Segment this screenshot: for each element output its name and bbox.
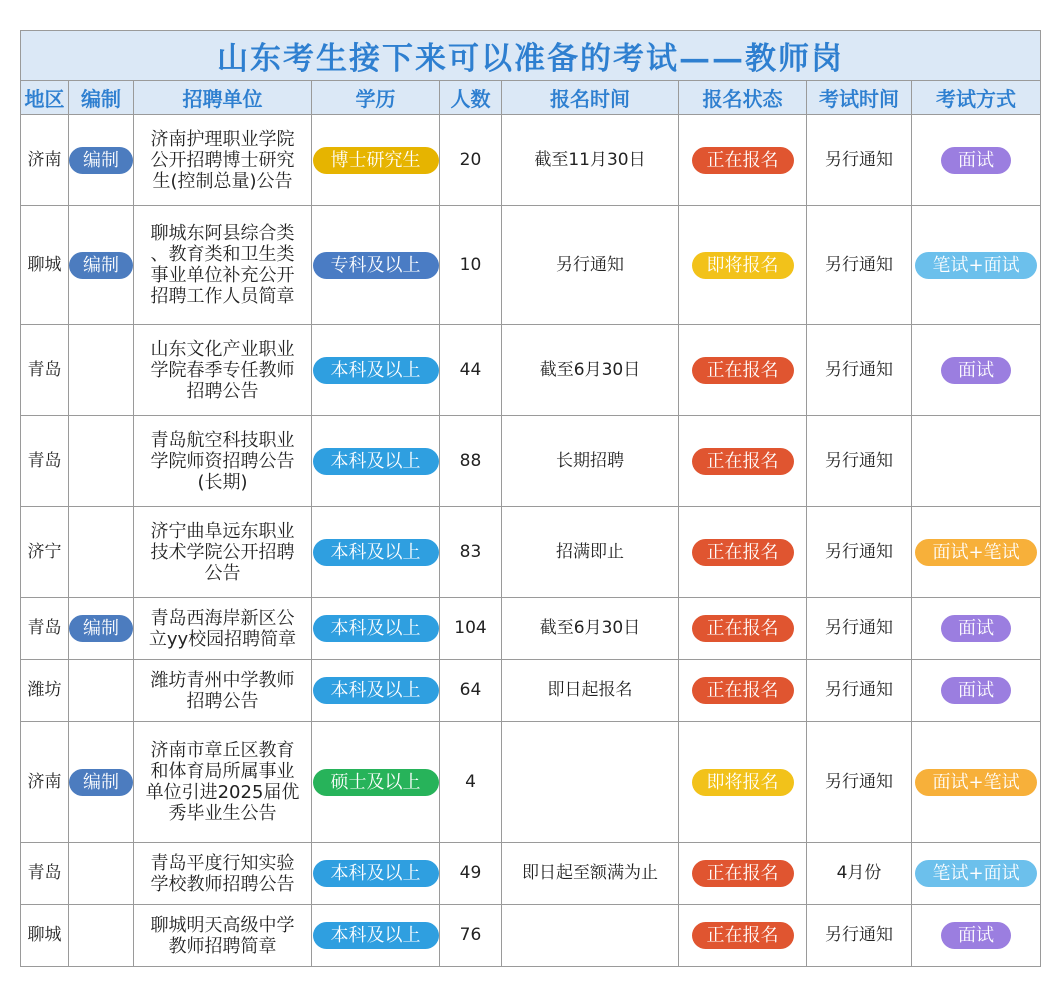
count-cell [440, 115, 502, 206]
unit-line: 立yy校园招聘简章 [148, 628, 297, 650]
exam-method-badge: 面试 [941, 147, 1011, 174]
unit-line: 山东文化产业职业 [150, 338, 295, 360]
bianzhi-cell [69, 206, 134, 325]
count-value: 88 [459, 450, 482, 471]
exam-method-cell [912, 325, 1041, 416]
status-badge: 正在报名 [692, 448, 794, 475]
education-cell [312, 507, 440, 598]
region-label: 济南 [27, 149, 62, 170]
registration-status-cell [679, 905, 807, 967]
region-label: 聊城 [27, 925, 62, 945]
region-cell [21, 843, 69, 905]
status-badge: 正在报名 [692, 615, 794, 642]
bianzhi-cell [69, 905, 134, 967]
exam-time-cell [807, 598, 912, 660]
exam-time-value: 4月份 [836, 863, 882, 883]
exam-time-value: 另行通知 [825, 149, 893, 170]
header-education: 学历 [312, 81, 440, 115]
registration-time-value: 即日起报名 [547, 680, 633, 700]
unit-line: 聊城东阿县综合类 [150, 223, 295, 244]
unit-line: 招聘工作人员简章 [150, 286, 295, 307]
exam-method-cell [912, 206, 1041, 325]
region-cell [21, 660, 69, 722]
education-cell [312, 843, 440, 905]
unit-cell [134, 843, 312, 905]
education-cell [312, 905, 440, 967]
count-value: 44 [459, 359, 482, 380]
count-cell [440, 206, 502, 325]
count-cell [440, 598, 502, 660]
region-cell [21, 507, 69, 598]
registration-time-value: 即日起至额满为止 [522, 863, 658, 883]
registration-status-cell [679, 722, 807, 843]
registration-time-value: 长期招聘 [556, 450, 624, 471]
exam-method-badge: 面试 [941, 677, 1011, 704]
region-label: 青岛 [27, 863, 62, 883]
unit-line: 青岛航空科技职业 [150, 429, 295, 451]
status-badge: 正在报名 [692, 860, 794, 887]
exam-method-badge: 笔试+面试 [915, 252, 1037, 279]
region-cell [21, 206, 69, 325]
count-value: 64 [459, 680, 482, 700]
unit-cell [134, 598, 312, 660]
education-badge: 硕士及以上 [313, 769, 439, 796]
exam-method-badge: 面试 [941, 615, 1011, 642]
exam-time-value: 另行通知 [825, 359, 893, 380]
exam-time-value: 另行通知 [825, 680, 893, 700]
table-row [21, 325, 1041, 416]
exam-method-cell [912, 598, 1041, 660]
unit-line: 青岛平度行知实验 [150, 852, 295, 874]
region-cell [21, 325, 69, 416]
table-row [21, 843, 1041, 905]
unit-line: 学校教师招聘公告 [150, 873, 295, 895]
exam-time-cell [807, 905, 912, 967]
registration-time-cell [502, 598, 679, 660]
table-row [21, 416, 1041, 507]
unit-cell [134, 507, 312, 598]
exam-time-cell [807, 206, 912, 325]
exam-time-cell [807, 115, 912, 206]
status-badge: 正在报名 [692, 357, 794, 384]
exam-method-cell [912, 660, 1041, 722]
exam-method-cell [912, 905, 1041, 967]
count-value: 83 [459, 541, 482, 562]
count-cell [440, 722, 502, 843]
count-cell [440, 416, 502, 507]
bianzhi-badge: 编制 [69, 769, 133, 796]
region-label: 聊城 [27, 254, 62, 275]
registration-status-cell [679, 206, 807, 325]
unit-cell [134, 722, 312, 843]
bianzhi-cell [69, 660, 134, 722]
registration-time-cell [502, 325, 679, 416]
education-cell [312, 598, 440, 660]
education-cell [312, 660, 440, 722]
exam-time-cell [807, 416, 912, 507]
count-cell [440, 325, 502, 416]
registration-time-cell [502, 660, 679, 722]
exam-method-cell [912, 115, 1041, 206]
education-badge: 博士研究生 [313, 147, 439, 174]
header-exam-method: 考试方式 [912, 81, 1041, 115]
education-badge: 本科及以上 [313, 539, 439, 566]
registration-time-value: 截至6月30日 [539, 359, 641, 380]
exam-method-badge: 面试 [941, 922, 1011, 949]
region-cell [21, 416, 69, 507]
unit-line: 济南护理职业学院 [150, 128, 295, 150]
header-row [21, 81, 1041, 115]
header-registration-status: 报名状态 [679, 81, 807, 115]
region-cell [21, 905, 69, 967]
region-cell [21, 722, 69, 843]
header-exam-time: 考试时间 [807, 81, 912, 115]
table-row [21, 598, 1041, 660]
region-cell [21, 598, 69, 660]
count-cell [440, 843, 502, 905]
exam-time-cell [807, 722, 912, 843]
unit-line: (长期) [197, 471, 248, 493]
unit-line: 青岛西海岸新区公 [150, 607, 295, 629]
exam-time-value: 另行通知 [825, 450, 893, 471]
registration-time-cell [502, 115, 679, 206]
status-badge: 正在报名 [692, 147, 794, 174]
registration-time-value: 截至6月30日 [539, 618, 641, 638]
count-cell [440, 905, 502, 967]
unit-line: 教师招聘简章 [168, 935, 277, 957]
unit-cell [134, 660, 312, 722]
bianzhi-cell [69, 416, 134, 507]
unit-cell [134, 115, 312, 206]
unit-line: 秀毕业生公告 [168, 803, 277, 824]
status-badge: 即将报名 [692, 252, 794, 279]
unit-cell [134, 325, 312, 416]
count-value: 20 [459, 149, 482, 170]
table-row [21, 905, 1041, 967]
unit-line: 济宁曲阜远东职业 [150, 520, 295, 542]
registration-time-cell [502, 843, 679, 905]
table-row [21, 660, 1041, 722]
unit-line: 公开招聘博士研究 [150, 149, 295, 171]
bianzhi-cell [69, 722, 134, 843]
unit-line: 单位引进2025届优 [145, 782, 300, 803]
region-label: 青岛 [27, 359, 62, 380]
unit-line: 和体育局所属事业 [150, 761, 295, 782]
count-value: 4 [465, 771, 476, 792]
region-label: 潍坊 [27, 680, 62, 700]
bianzhi-cell [69, 843, 134, 905]
unit-line: 招聘公告 [186, 690, 259, 712]
unit-line: 生(控制总量)公告 [152, 170, 293, 192]
unit-line: 济南市章丘区教育 [150, 740, 295, 761]
table-row [21, 722, 1041, 843]
table-body [21, 115, 1041, 967]
status-badge: 正在报名 [692, 922, 794, 949]
status-badge: 正在报名 [692, 677, 794, 704]
bianzhi-cell [69, 507, 134, 598]
count-cell [440, 507, 502, 598]
header-bianzhi: 编制 [69, 81, 134, 115]
header-count: 人数 [440, 81, 502, 115]
exam-method-cell [912, 843, 1041, 905]
unit-line: 聊城明天高级中学 [150, 914, 295, 936]
exam-time-value: 另行通知 [825, 618, 893, 638]
registration-time-cell [502, 722, 679, 843]
registration-status-cell [679, 325, 807, 416]
table-row [21, 115, 1041, 206]
exam-time-value: 另行通知 [825, 254, 893, 275]
exam-method-badge: 面试+笔试 [915, 769, 1037, 796]
registration-time-value: 另行通知 [556, 254, 624, 275]
education-cell [312, 206, 440, 325]
bianzhi-cell [69, 325, 134, 416]
region-label: 济南 [27, 771, 62, 792]
bianzhi-cell [69, 115, 134, 206]
registration-status-cell [679, 416, 807, 507]
registration-time-cell [502, 206, 679, 325]
registration-time-cell [502, 416, 679, 507]
registration-time-value: 截至11月30日 [534, 149, 646, 170]
education-badge: 专科及以上 [313, 252, 439, 279]
registration-status-cell [679, 598, 807, 660]
education-cell [312, 325, 440, 416]
count-cell [440, 660, 502, 722]
page-title: 山东考生接下来可以准备的考试——教师岗 [21, 31, 1041, 81]
registration-time-cell [502, 905, 679, 967]
region-label: 济宁 [27, 541, 62, 562]
unit-line: 公告 [204, 562, 241, 584]
bianzhi-badge: 编制 [69, 147, 133, 174]
count-value: 49 [459, 863, 482, 883]
exam-method-cell [912, 416, 1041, 507]
bianzhi-badge: 编制 [69, 615, 133, 642]
unit-line: 、教育类和卫生类 [150, 244, 295, 265]
education-badge: 本科及以上 [313, 860, 439, 887]
unit-cell [134, 206, 312, 325]
unit-line: 技术学院公开招聘 [150, 541, 295, 563]
education-badge: 本科及以上 [313, 448, 439, 475]
registration-status-cell [679, 507, 807, 598]
registration-status-cell [679, 660, 807, 722]
region-cell [21, 115, 69, 206]
exam-time-value: 另行通知 [825, 771, 893, 792]
exam-time-cell [807, 507, 912, 598]
exam-method-cell [912, 722, 1041, 843]
registration-time-value: 招满即止 [556, 541, 624, 562]
region-label: 青岛 [27, 450, 62, 471]
registration-time-cell [502, 507, 679, 598]
recruitment-table-wrapper [20, 30, 1040, 967]
exam-time-value: 另行通知 [825, 925, 893, 945]
unit-line: 学院春季专任教师 [150, 359, 295, 381]
unit-cell [134, 905, 312, 967]
table-row [21, 507, 1041, 598]
exam-method-badge: 笔试+面试 [915, 860, 1037, 887]
count-value: 10 [459, 254, 482, 275]
table-row [21, 206, 1041, 325]
region-label: 青岛 [27, 618, 62, 638]
education-badge: 本科及以上 [313, 615, 439, 642]
status-badge: 即将报名 [692, 769, 794, 796]
header-region: 地区 [21, 81, 69, 115]
unit-line: 事业单位补充公开 [150, 265, 295, 286]
bianzhi-badge: 编制 [69, 252, 133, 279]
exam-method-cell [912, 507, 1041, 598]
header-registration-time: 报名时间 [502, 81, 679, 115]
education-cell [312, 722, 440, 843]
recruitment-table [20, 30, 1041, 967]
exam-method-badge: 面试 [941, 357, 1011, 384]
unit-line: 招聘公告 [186, 380, 259, 402]
status-badge: 正在报名 [692, 539, 794, 566]
exam-method-badge: 面试+笔试 [915, 539, 1037, 566]
education-cell [312, 115, 440, 206]
unit-line: 潍坊青州中学教师 [150, 669, 295, 691]
education-badge: 本科及以上 [313, 357, 439, 384]
count-value: 104 [454, 618, 487, 638]
exam-time-cell [807, 325, 912, 416]
exam-time-cell [807, 660, 912, 722]
unit-line: 学院师资招聘公告 [150, 450, 295, 472]
education-cell [312, 416, 440, 507]
bianzhi-cell [69, 598, 134, 660]
education-badge: 本科及以上 [313, 677, 439, 704]
exam-time-value: 另行通知 [825, 541, 893, 562]
education-badge: 本科及以上 [313, 922, 439, 949]
registration-status-cell [679, 843, 807, 905]
unit-cell [134, 416, 312, 507]
count-value: 76 [459, 925, 482, 945]
registration-status-cell [679, 115, 807, 206]
header-unit: 招聘单位 [134, 81, 312, 115]
exam-time-cell [807, 843, 912, 905]
